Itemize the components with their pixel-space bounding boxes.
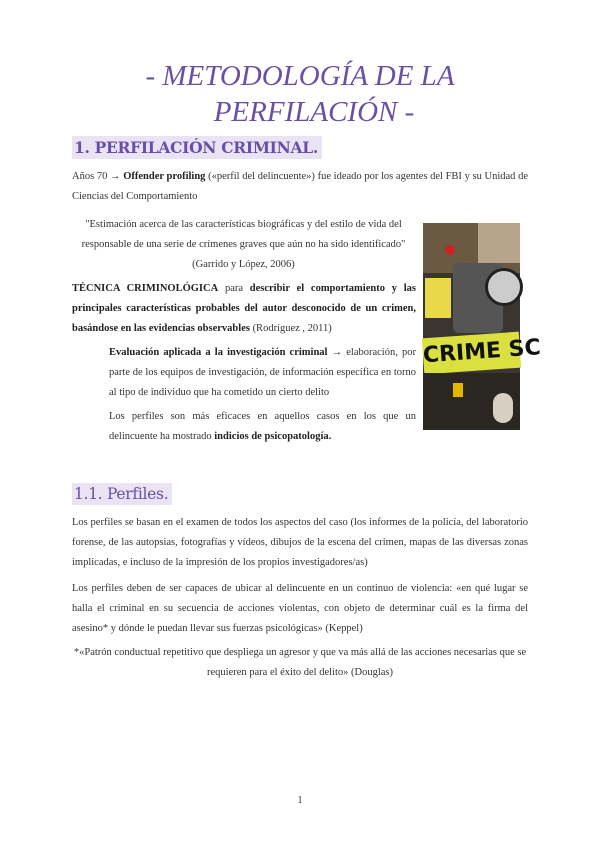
bold-text: TÉCNICA CRIMINOLÓGICA — [72, 283, 219, 294]
paragraph — [72, 279, 416, 339]
text: Los perfiles son más eficaces en aquellos casos en los que un delincuente ha mostrado — [109, 411, 416, 442]
text: Años 70 → — [72, 171, 124, 182]
subsection-heading: 1.1. Perfiles. — [72, 483, 172, 505]
crime-scene-collage-image — [422, 223, 542, 430]
paragraph: Los perfiles se basan en el examen de todos los aspectos del caso (los informes de la policía, del laboratorio forense, de las autopsias, fotografías y vídeos, dibujos de la escena del crimen, mapas de las diversas zonas implicadas, e incluso de la impresión de los propios investigadores/as) — [72, 517, 528, 568]
paragraph — [72, 167, 528, 207]
page-number: 1 — [297, 795, 303, 806]
paragraph — [109, 343, 416, 403]
text: → elaboración, por parte de los equipos de investigación, de información específica en torno al tipo de individuo que ha cometido un cierto delito — [109, 347, 416, 398]
paragraph: Los perfiles deben de ser capaces de ubicar al delincuente en un continuo de violencia: «en qué lugar se halla el criminal en su secuencia de acciones violentas, con objeto de determinar cuál es la firma del asesino* y dónde le puedan llevar sus fuerzas psicológicas» (Keppel) — [72, 583, 528, 634]
paragraph — [109, 407, 416, 447]
quote: "Estimación acerca de las características biográficas y del estilo de vida del responsable de una serie de crímenes graves que aún no ha sido identificado" (Garrido y López, 2006) — [81, 219, 406, 270]
footnote: *«Patrón conductual repetitivo que despliega un agresor y que va más allá de las acciones necesarias que se requieren para el éxito del delito» (Douglas) — [73, 647, 527, 678]
text: (Rodríguez , 2011) — [249, 323, 332, 334]
bold-text: describir el comportamiento y las principales características probables del autor desconocido de un crimen, basándose en las evidencias observables — [72, 283, 416, 334]
title-line-2: PERFILACIÓN - — [213, 96, 415, 128]
bold-text: indicios de psicopatología. — [214, 431, 332, 442]
section-heading: 1. PERFILACIÓN CRIMINAL. — [72, 136, 322, 159]
title-line-1: - METODOLOGÍA DE LA — [145, 60, 455, 92]
bold-text: Offender profiling — [123, 171, 206, 182]
crime-tape-text: CRIME SC — [422, 332, 521, 375]
bold-text: Evaluación aplicada a la investigación criminal — [109, 347, 328, 358]
text: para — [218, 283, 250, 294]
text: («perfil del delincuente») fue ideado por los agentes del FBI y su Unidad de Ciencias del Comportamiento — [72, 171, 529, 202]
